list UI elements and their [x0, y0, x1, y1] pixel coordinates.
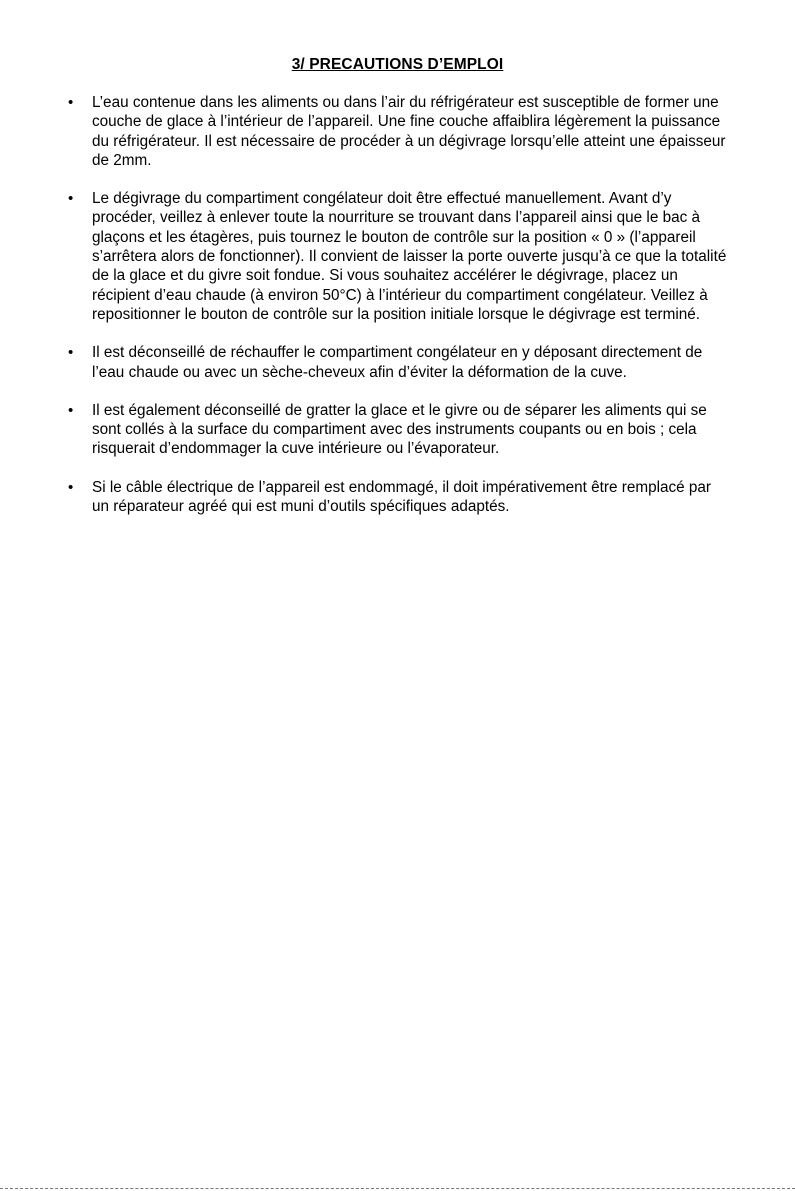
list-item-text: Il est également déconseillé de gratter la glace et le givre ou de séparer les aliments qui se sont collés à la surface du compartiment avec des instruments coupants ou en bois ; cela risquerait d’endommager la cuve intérieure ou l’évaporateur.: [92, 401, 707, 458]
list-item: [68, 93, 732, 170]
precautions-list: [68, 93, 732, 535]
page-bottom-divider: [0, 1188, 795, 1189]
bullet-icon: •: [68, 94, 74, 111]
bullet-icon: •: [68, 401, 74, 419]
list-item: [68, 189, 732, 324]
bullet-icon: •: [68, 478, 74, 496]
list-item-text: Si le câble électrique de l’appareil est endommagé, il doit impérativement être remplacé par un réparateur agréé qui est muni d’outils spécifiques adaptés.: [92, 478, 711, 516]
list-item: [68, 343, 732, 382]
section-title: 3/ PRECAUTIONS D’EMPLOI: [291, 56, 504, 73]
bullet-icon: •: [68, 190, 74, 208]
list-item-text: Il est déconseillé de réchauffer le compartiment congélateur en y déposant directement de l’eau chaude ou avec un sèche-cheveux afin d’éviter la déformation de la cuve.: [92, 344, 703, 381]
list-item-text: L’eau contenue dans les aliments ou dans l’air du réfrigérateur est susceptible de former une couche de glace à l’intérieur de l’appareil. Une fine couche affaiblira légèrement la puissance du réfrigérateur. Il est nécessaire de procéder à un dégivrage lorsqu’elle atteint une épaisseur de 2mm.: [92, 94, 726, 169]
list-item-text: Le dégivrage du compartiment congélateur doit être effectué manuellement. Avant d’y procéder, veillez à enlever toute la nourriture se trouvant dans l’appareil ainsi que le bac à glaçons et les étagères, puis tournez le bouton de contrôle sur la position « 0 » (l’appareil s’arrêtera alors de fonctionner). Il convient de laisser la porte ouverte jusqu’à ce que la totalité de la glace et du givre soit fondue. Si vous souhaitez accélérer le dégivrage, placez un récipient d’eau chaude (à environ 50°C) à l’intérieur du compartiment congélateur. Veillez à repositionner le bouton de contrôle sur la position initiale lorsque le dégivrage est terminé.: [92, 190, 727, 323]
list-item: [68, 478, 732, 517]
list-item: [68, 401, 732, 459]
bullet-icon: •: [68, 344, 74, 362]
